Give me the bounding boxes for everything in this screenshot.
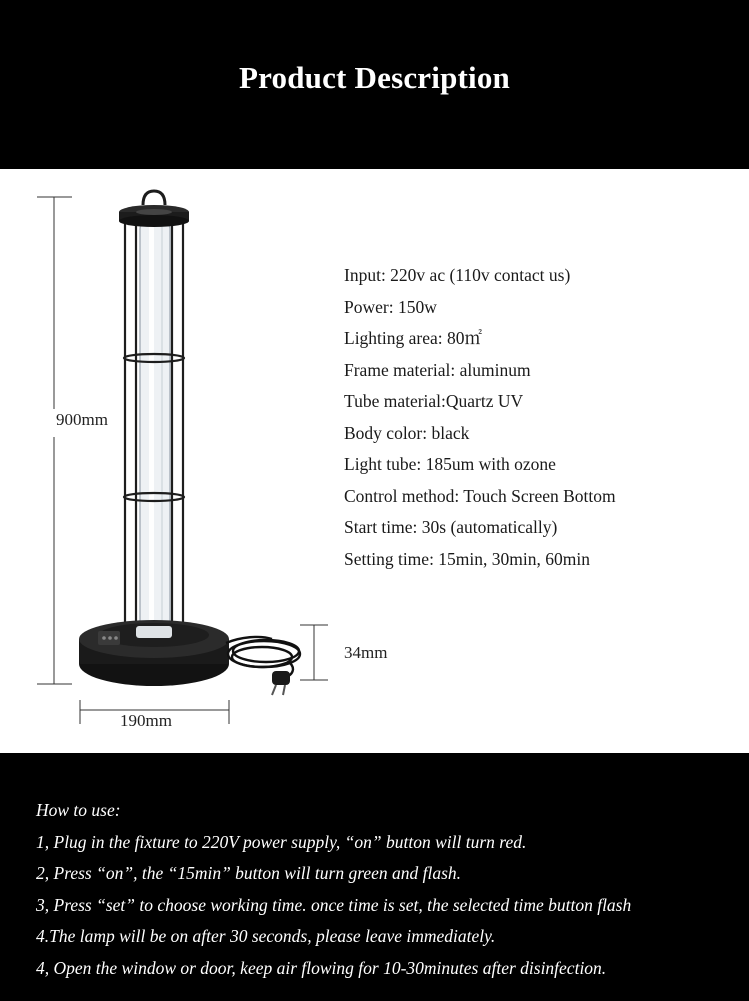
spec-item-light-tube: Light tube: 185um with ozone [344,454,556,474]
spec-item-body-color: Body color: black [344,422,470,443]
how-to-step-3: 3, Press “set” to choose working time. once time is set, the selected time button flash [36,894,632,915]
spec-item-input: Input: 220v ac (110v contact us) [344,265,571,285]
how-to-step-2: 2, Press “on”, the “15min” button will turn green and flash. [36,863,462,884]
header-banner [0,0,749,169]
spec-item-setting-time: Setting time: 15min, 30min, 60min [344,548,590,569]
how-to-step-5: 4, Open the window or door, keep air flowing for 10-30minutes after disinfection. [36,957,607,978]
height-dimension-label: 900mm [56,410,108,429]
how-to-step-4: 4.The lamp will be on after 30 seconds, please leave immediately. [36,926,496,947]
how-to-use-title: How to use: [36,800,121,820]
lamp-base [79,620,229,686]
uv-lamp-illustration [0,169,340,753]
power-plug [272,671,290,695]
how-to-step-1: 1, Plug in the fixture to 220V power supply, “on” button will turn red. [36,831,527,852]
spec-item-lighting-area: Lighting area: 80㎡ [344,328,483,348]
lamp-figure [0,169,388,753]
top-cap [119,191,189,227]
quartz-tube [140,221,170,633]
base-height-dimension-label: 34mm [344,643,388,662]
spec-item-power: Power: 150w [344,296,437,317]
how-to-use-section [0,753,749,1001]
height-dimension-line [37,197,72,684]
base-height-dimension-line [300,625,328,680]
touch-screen-panel [98,631,120,645]
how-to-use-list [36,798,631,988]
power-cord [226,637,300,677]
spec-list [344,263,616,578]
spec-item-control-method: Control method: Touch Screen Bottom [344,485,616,506]
spec-item-start-time: Start time: 30s (automatically) [344,517,558,537]
spec-item-tube-material: Tube material:Quartz UV [344,391,524,411]
spec-panel [0,169,749,753]
width-dimension-label: 190mm [120,711,172,730]
spec-item-frame-material: Frame material: aluminum [344,359,531,380]
page-title: Product Description [238,60,510,95]
